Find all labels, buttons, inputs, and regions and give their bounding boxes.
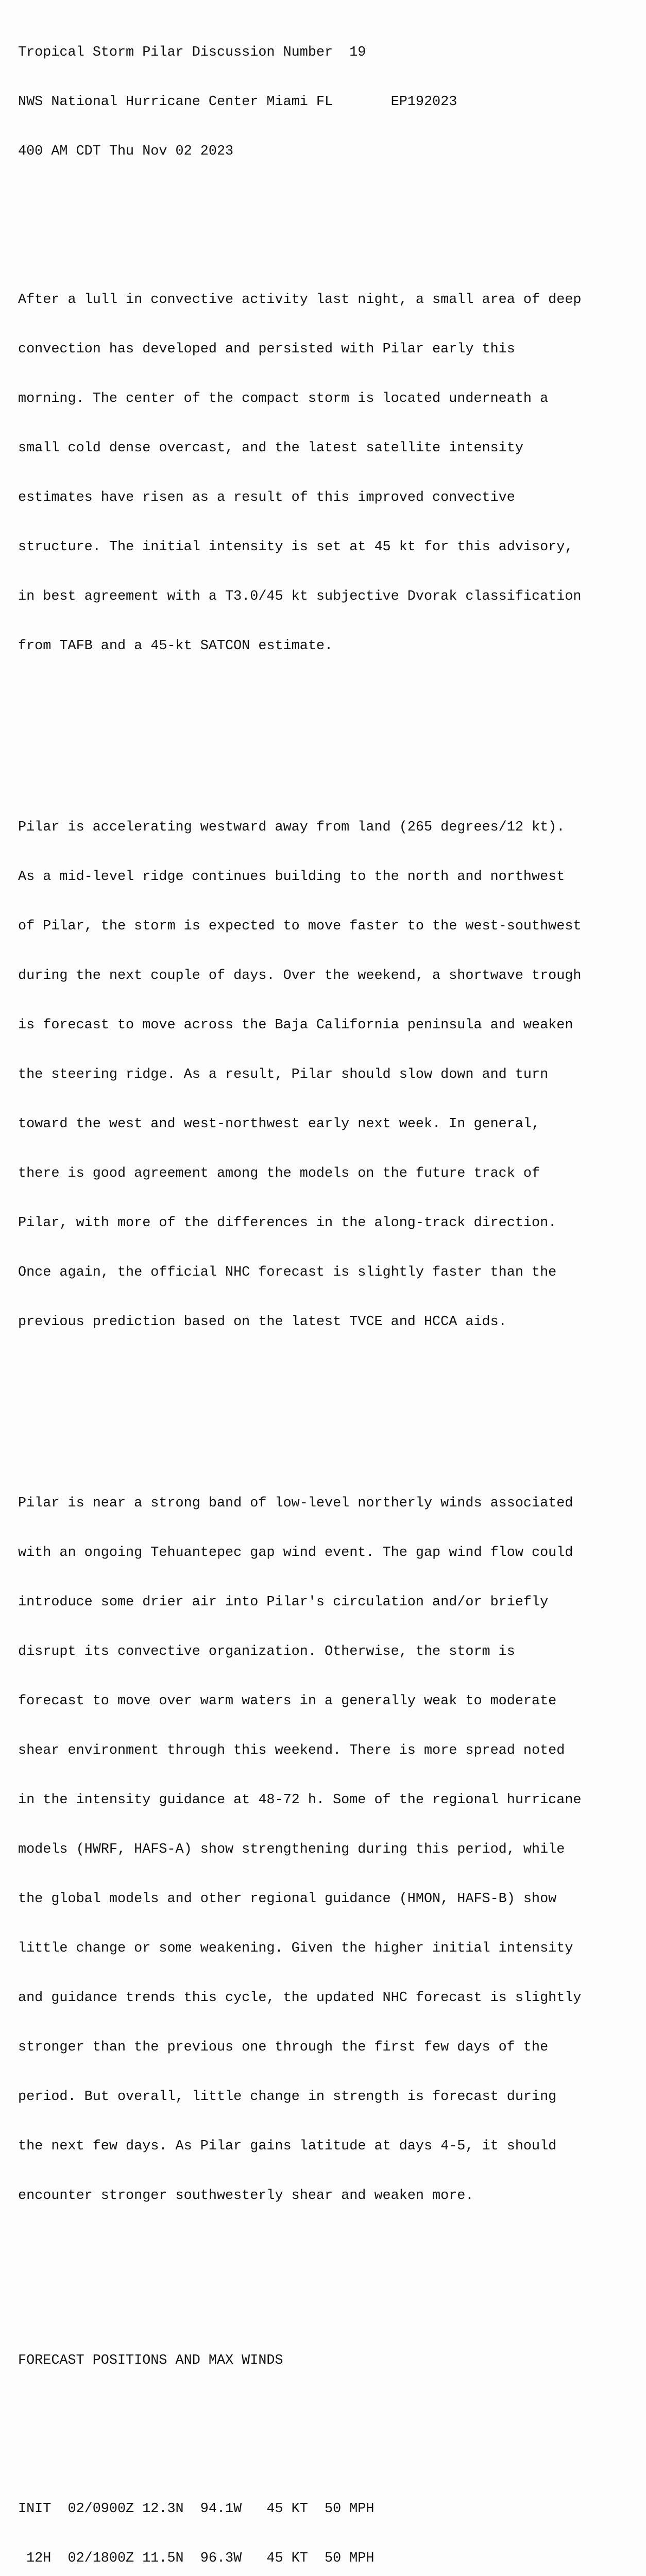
discussion-title: Tropical Storm Pilar Discussion Number 19: [18, 45, 366, 60]
spacer: [18, 2402, 636, 2418]
text-line: Pilar is near a strong band of low-level northerly winds associated: [18, 1496, 573, 1511]
forecast-table: [18, 2468, 636, 2576]
text-line: and guidance trends this cycle, the updated NHC forecast is slightly: [18, 1990, 582, 2006]
spacer: [18, 193, 636, 209]
text-line: As a mid-level ridge continues building to the north and northwest: [18, 869, 565, 885]
text-line: during the next couple of days. Over the weekend, a shortwave trough: [18, 968, 582, 984]
text-line: small cold dense overcast, and the latest satellite intensity: [18, 440, 523, 456]
text-line: period. But overall, little change in strength is forecast during: [18, 2089, 557, 2105]
text-line: estimates have risen as a result of this improved convective: [18, 490, 515, 505]
text-line: disrupt its convective organization. Otherwise, the storm is: [18, 1644, 515, 1659]
text-line: convection has developed and persisted with Pilar early this: [18, 342, 515, 357]
spacer: [18, 2270, 636, 2303]
text-line: shear environment through this weekend. There is more spread noted: [18, 1743, 565, 1758]
forecast-heading: FORECAST POSITIONS AND MAX WINDS: [18, 2353, 283, 2368]
issue-time: 400 AM CDT Thu Nov 02 2023: [18, 144, 234, 159]
text-line: the next few days. As Pilar gains latitude at days 4-5, it should: [18, 2139, 557, 2154]
text-line: in the intensity guidance at 48-72 h. Some of the regional hurricane: [18, 1792, 582, 1808]
spacer: [18, 1396, 636, 1413]
spacer: [18, 720, 636, 737]
forecast-row: INIT 02/0900Z 12.3N 94.1W 45 KT 50 MPH: [18, 2501, 375, 2517]
text-line: the steering ridge. As a result, Pilar should slow down and turn: [18, 1067, 549, 1082]
text-line: there is good agreement among the models on the future track of: [18, 1166, 540, 1181]
text-line: Once again, the official NHC forecast is slightly faster than the: [18, 1265, 557, 1280]
text-line: morning. The center of the compact storm is located underneath a: [18, 391, 549, 406]
text-line: models (HWRF, HAFS-A) show strengthening during this period, while: [18, 1842, 565, 1857]
text-line: encounter stronger southwesterly shear and weaken more.: [18, 2188, 474, 2204]
text-line: After a lull in convective activity last night, a small area of deep: [18, 292, 582, 308]
issuing-office: NWS National Hurricane Center Miami FL EP192023: [18, 94, 457, 110]
text-line: Pilar is accelerating westward away from land (265 degrees/12 kt).: [18, 820, 565, 835]
text-line: introduce some drier air into Pilar's circulation and/or briefly: [18, 1595, 549, 1610]
text-line: Pilar, with more of the differences in the along-track direction.: [18, 1215, 557, 1231]
text-line: in best agreement with a T3.0/45 kt subjective Dvorak classification: [18, 589, 582, 604]
text-line: forecast to move over warm waters in a generally weak to moderate: [18, 1693, 557, 1709]
text-line: is forecast to move across the Baja California peninsula and weaken: [18, 1018, 573, 1033]
text-line: little change or some weakening. Given the higher initial intensity: [18, 1941, 573, 1956]
text-line: from TAFB and a 45-kt SATCON estimate.: [18, 638, 333, 654]
paragraph-2: [18, 786, 636, 1363]
text-line: toward the west and west-northwest early next week. In general,: [18, 1116, 540, 1132]
text-line: structure. The initial intensity is set at 45 kt for this advisory,: [18, 539, 573, 555]
paragraph-1: [18, 259, 636, 687]
text-line: with an ongoing Tehuantepec gap wind event. The gap wind flow could: [18, 1545, 573, 1561]
paragraph-3: [18, 1462, 636, 2237]
forecast-row: 12H 02/1800Z 11.5N 96.3W 45 KT 50 MPH: [18, 2551, 375, 2566]
text-line: of Pilar, the storm is expected to move faster to the west-southwest: [18, 919, 582, 934]
text-line: previous prediction based on the latest TVCE and HCCA aids.: [18, 1314, 507, 1330]
discussion-document: [18, 11, 636, 2576]
text-line: the global models and other regional guidance (HMON, HAFS-B) show: [18, 1891, 557, 1907]
text-line: stronger than the previous one through the first few days of the: [18, 2040, 549, 2055]
